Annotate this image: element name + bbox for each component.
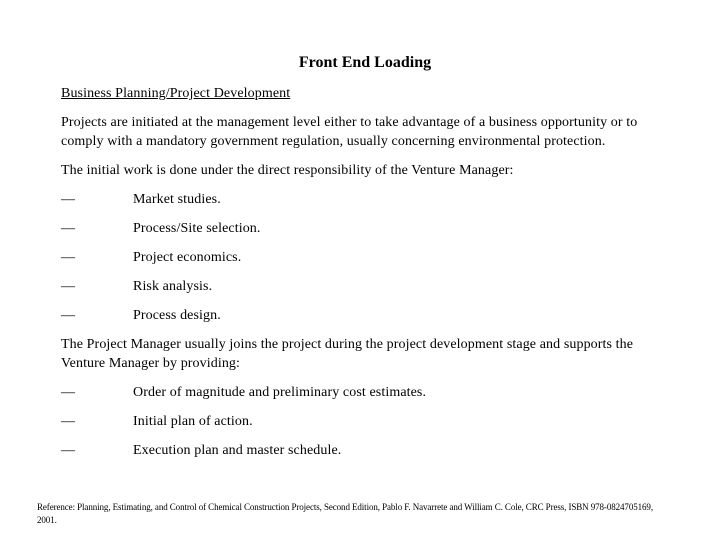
venture-manager-list (61, 190, 661, 325)
reference-footnote: Reference: Planning, Estimating, and Control of Chemical Construction Projects, Second Edition, Pablo F. Navarrete and William C. Cole, CRC Press, ISBN 978-0824705169, 2001. (37, 502, 653, 525)
list-item (61, 412, 661, 431)
project-manager-list (61, 383, 661, 460)
list-item (61, 441, 661, 460)
list-item-text: Process/Site selection. (133, 221, 261, 236)
intro-paragraph: Projects are initiated at the management level either to take advantage of a business opportunity or to comply with a mandatory government regulation, usually concerning environmental protection. (61, 115, 638, 149)
dash-bullet: — (61, 221, 76, 236)
list-item (61, 190, 661, 209)
section-subtitle: Business Planning/Project Development (61, 86, 291, 101)
list-item (61, 277, 661, 296)
list-item-text: Execution plan and master schedule. (133, 443, 342, 458)
project-manager-paragraph: The Project Manager usually joins the project during the project development stage and supports the Venture Manager by providing: (61, 337, 634, 371)
dash-bullet: — (61, 443, 76, 458)
list-item-text: Order of magnitude and preliminary cost estimates. (133, 385, 427, 400)
slide-body (61, 84, 661, 470)
list-item (61, 219, 661, 238)
dash-bullet: — (61, 192, 76, 207)
dash-bullet: — (61, 308, 76, 323)
list-item-text: Project economics. (133, 250, 242, 265)
venture-manager-paragraph: The initial work is done under the direct responsibility of the Venture Manager: (61, 163, 514, 178)
list-item-text: Initial plan of action. (133, 414, 253, 429)
list-item (61, 383, 661, 402)
list-item (61, 248, 661, 267)
dash-bullet: — (61, 279, 76, 294)
dash-bullet: — (61, 414, 76, 429)
dash-bullet: — (61, 250, 76, 265)
slide-title: Front End Loading (298, 54, 432, 71)
list-item-text: Process design. (133, 308, 221, 323)
dash-bullet: — (61, 385, 76, 400)
list-item (61, 306, 661, 325)
list-item-text: Risk analysis. (133, 279, 213, 294)
list-item-text: Market studies. (133, 192, 221, 207)
